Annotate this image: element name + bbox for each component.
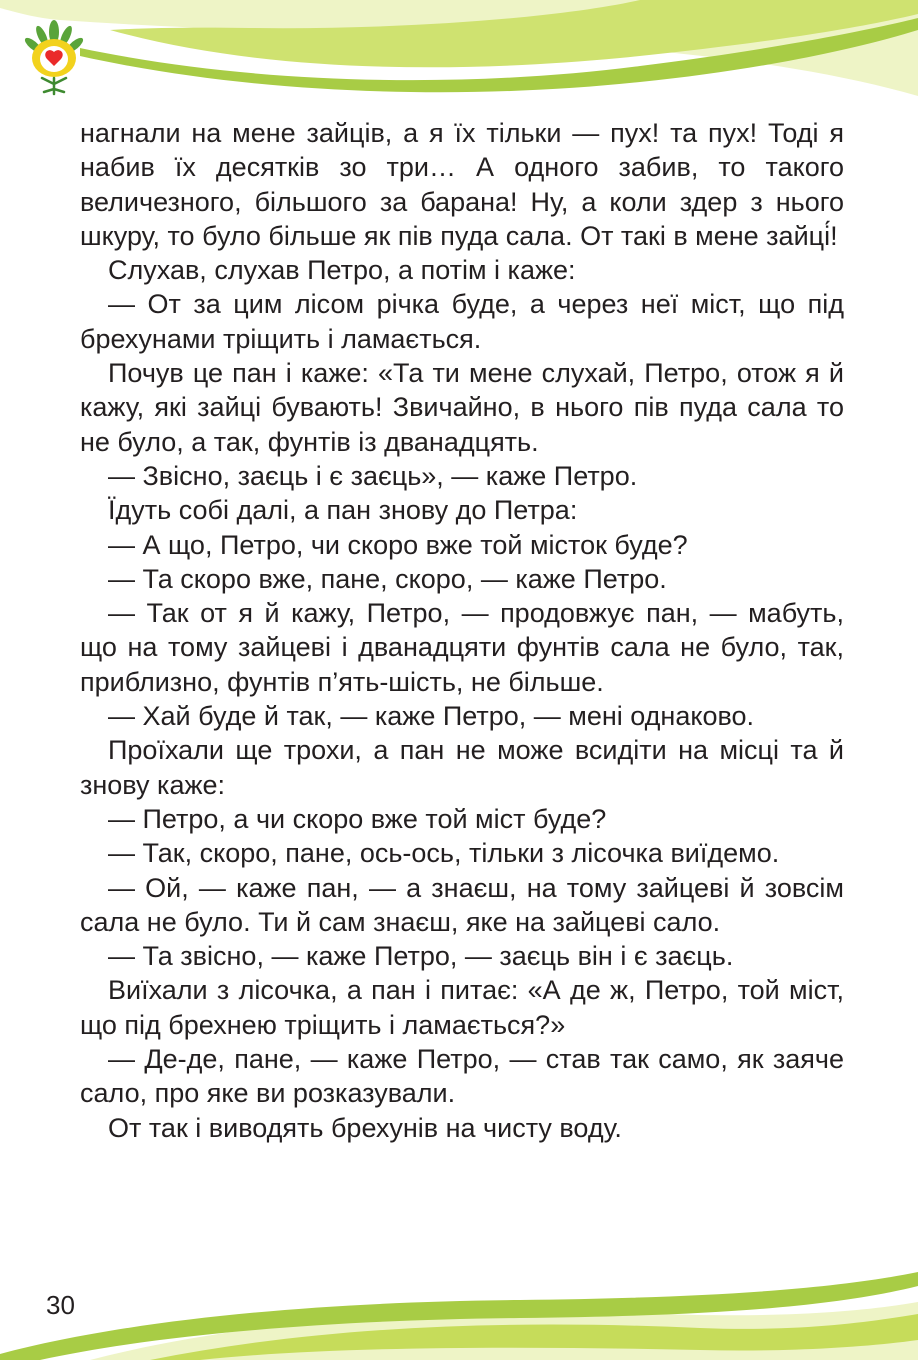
paragraph: — От за цим лісом річка буде, а через неї міст, що під брехунами тріщить і ламається.: [80, 289, 844, 354]
floral-ornament-icon: [22, 18, 86, 98]
paragraph: Проїхали ще трохи, а пан не може всидіти на місці та й знову каже:: [80, 735, 844, 800]
bottom-decorative-wave: [0, 1250, 918, 1360]
paragraph: — Та скоро вже, пане, скоро, — каже Петро.: [108, 563, 667, 594]
top-decorative-wave: [0, 0, 918, 110]
story-text: [80, 116, 844, 1145]
paragraph: — Так от я й кажу, Петро, — продовжує пан, — мабуть, що на тому зайцеві і дванадцяти фунтів сала не було, так, приблизно, фунтів п’ять-шість, не більше.: [80, 598, 844, 697]
paragraph: Почув це пан і каже: «Та ти мене слухай, Петро, отож я й кажу, які зайці бувають! Звичайно, в нього пів пуда сала то не було, а так, фунтів із дванадцять.: [80, 358, 844, 457]
paragraph: — Хай буде й так, — каже Петро, — мені однаково.: [108, 701, 755, 732]
paragraph: нагнали на мене зайців, а я їх тільки — пух! та пух! Тоді я набив їх десятків зо три… А одного забив, то такого величезного, більшого за барана! Ну, а коли здер з нього шкуру, то було більше як пів пуда сала. От такі в мене зайці́!: [80, 118, 844, 251]
paragraph: Слухав, слухав Петро, а потім і каже:: [108, 255, 576, 286]
paragraph: — А що, Петро, чи скоро вже той місток буде?: [108, 529, 688, 560]
paragraph: Виїхали з лісочка, а пан і питає: «А де ж, Петро, той міст, що під брехнею тріщить і ламається?»: [80, 975, 844, 1040]
paragraph: — Так, скоро, пане, ось-ось, тільки з лісочка виїдемо.: [108, 838, 780, 869]
paragraph: — Петро, а чи скоро вже той міст буде?: [108, 803, 607, 834]
paragraph: — Ой, — каже пан, — а знаєш, на тому зайцеві й зовсім сала не було. Ти й сам знаєш, яке на зайцеві сало.: [80, 872, 844, 937]
paragraph: — Звісно, заєць і є заєць», — каже Петро.: [108, 460, 638, 491]
paragraph: — Де-де, пане, — каже Петро, — став так само, як заяче сало, про яке ви розказували.: [80, 1044, 844, 1109]
paragraph: Їдуть собі далі, а пан знову до Петра:: [108, 495, 578, 526]
page-number: 30: [46, 1290, 75, 1320]
paragraph: От так і виводять брехунів на чисту воду.: [108, 1112, 622, 1143]
paragraph: — Та звісно, — каже Петро, — заєць він і є заєць.: [108, 941, 734, 972]
